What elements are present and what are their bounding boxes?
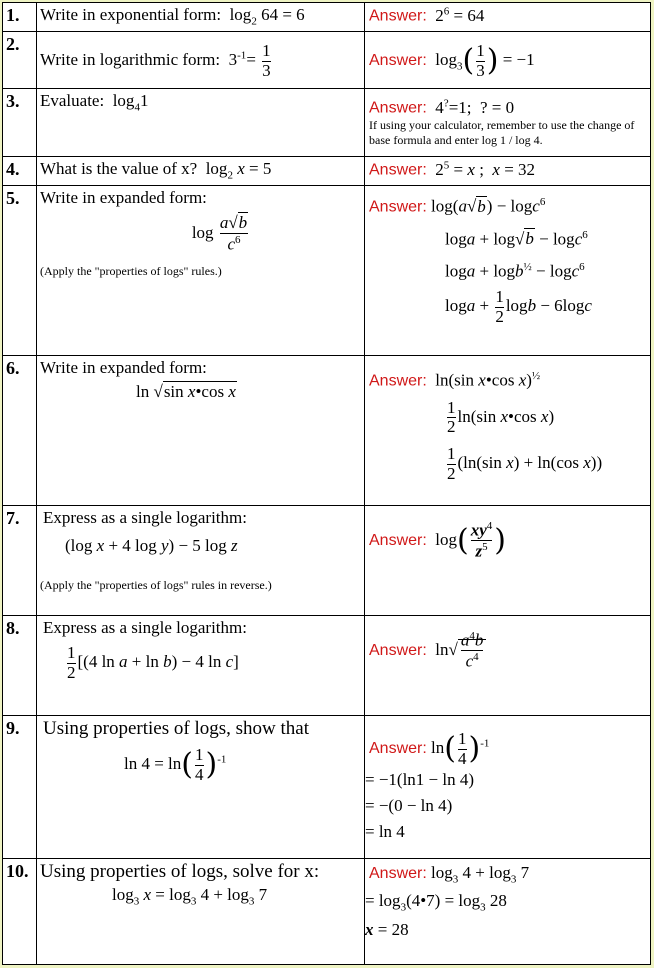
- question-text: Express as a single logarithm:: [43, 508, 247, 527]
- question-cell: [37, 616, 365, 716]
- answer-cell: [365, 356, 651, 506]
- answer-math: $2^6 = 64$: [431, 5, 485, 25]
- answer-label: Answer:: [369, 740, 427, 758]
- table-row: [3, 32, 651, 89]
- answer-label: Answer:: [369, 641, 427, 659]
- question-math: (log x + 4 log y) − 5 log z: [65, 536, 238, 555]
- answer-step: x = 28: [365, 919, 409, 939]
- question-math: $\log_41$: [108, 91, 149, 114]
- question-math: ln √sin x•cos x: [136, 382, 236, 401]
- calculator-note: If using your calculator, remember to use the change of base formula and enter log 1 / log 4.: [369, 117, 635, 147]
- question-cell: [37, 32, 365, 89]
- answer-cell: [365, 157, 651, 186]
- row-number: 10.: [3, 859, 37, 965]
- row-number: 4.: [3, 157, 37, 186]
- answer-step: $\frac{1}{2}$ (ln(sin x) + ln(cos x)): [447, 444, 603, 483]
- question-cell: [37, 356, 365, 506]
- question-cell: [37, 186, 365, 356]
- question-cell: [37, 716, 365, 859]
- row-number: 6.: [3, 356, 37, 506]
- answer-cell: [365, 89, 651, 157]
- answer-step: Answer: log(a√b) − logc$^6$: [369, 196, 546, 216]
- row-number: 9.: [3, 716, 37, 859]
- answer-math: 4?=1; ? = 0: [431, 97, 515, 117]
- answer-step: loga + log√b − logc$^6$: [445, 228, 588, 249]
- question-math: ln 4 = ln( $\frac{1}{4}$ )$^{-1}$: [124, 745, 227, 784]
- table-row: [3, 506, 651, 616]
- answer-label: Answer:: [369, 198, 427, 216]
- table-row: [3, 89, 651, 157]
- answer-cell: [365, 616, 651, 716]
- question-cell: [37, 157, 365, 186]
- logarithm-worksheet-table: [2, 2, 651, 965]
- question-math: $\log_2 64 = 6$: [225, 5, 305, 28]
- table-row: [3, 616, 651, 716]
- question-text: Using properties of logs, show that: [43, 718, 309, 739]
- question-text: What is the value of x?: [40, 159, 198, 178]
- row-number: 2.: [3, 32, 37, 89]
- answer-step: Answer: ln(sin x•cos x)$^{\frac{1}{2}}$: [369, 370, 541, 390]
- question-cell: [37, 506, 365, 616]
- question-text: Evaluate:: [40, 91, 105, 110]
- answer-step: Answer: $\log_3 4 + \log_3 7$: [369, 863, 530, 886]
- table-row: [3, 186, 651, 356]
- table-row: [3, 859, 651, 965]
- question-cell: [37, 3, 365, 32]
- question-note: (Apply the "properties of logs" rules in reverse.): [40, 578, 272, 592]
- question-text: Using properties of logs, solve for x:: [40, 861, 320, 882]
- answer-cell: [365, 859, 651, 965]
- answer-label: Answer:: [369, 7, 427, 25]
- answer-cell: [365, 506, 651, 616]
- answer-math: ln√ $\frac{a^4b}{c^4}$: [431, 639, 486, 659]
- answer-cell: [365, 32, 651, 89]
- answer-step: loga + logb$^{\frac{1}{2}}$ − logc$^6$: [445, 261, 585, 281]
- table-row: [3, 716, 651, 859]
- answer-cell: [365, 3, 651, 32]
- answer-step: loga + $\frac{1}{2}$ logb − 6logc: [445, 286, 592, 326]
- question-math: $\log_2 x = 5$: [201, 159, 272, 182]
- answer-step: = −1(ln1 − ln 4): [365, 770, 475, 790]
- row-number: 7.: [3, 506, 37, 616]
- answer-math: log( $\frac{xy^4}{z^5}$ ): [431, 520, 507, 561]
- question-text: Write in expanded form:: [40, 188, 207, 207]
- answer-math: $\log_3$( $\frac{1}{3}$ ) = −1: [431, 41, 535, 80]
- row-number: 3.: [3, 89, 37, 157]
- table-row: [3, 356, 651, 506]
- answer-label: Answer:: [369, 865, 427, 882]
- question-math: $\frac{1}{2}$ [(4 ln a + ln b) − 4 ln c]: [67, 643, 239, 682]
- row-number: 8.: [3, 616, 37, 716]
- answer-label: Answer:: [369, 99, 427, 117]
- answer-math: $2^5 = x$ ; x = 32: [431, 159, 536, 179]
- answer-label: Answer:: [369, 52, 427, 70]
- answer-step: $\frac{1}{2}$ ln(sin x•cos x): [447, 397, 555, 437]
- question-text: Express as a single logarithm:: [43, 618, 247, 637]
- question-text: Write in expanded form:: [40, 358, 207, 377]
- answer-label: Answer:: [369, 372, 427, 390]
- answer-step: = $\log_3(4•7) = \log_3 28$: [365, 891, 507, 914]
- question-text: Write in logarithmic form:: [40, 50, 221, 70]
- table-row: [3, 157, 651, 186]
- answer-label: Answer:: [369, 531, 427, 549]
- answer-label: Answer:: [369, 161, 427, 179]
- question-cell: [37, 859, 365, 965]
- answer-cell: [365, 186, 651, 356]
- question-math: log $\frac{a√b}{c^6}$: [191, 213, 248, 254]
- table-row: [3, 3, 651, 32]
- question-math: $3^{-1}=$ $\frac{1}{3}$: [224, 41, 271, 80]
- answer-step: Answer: ln( $\frac{1}{4}$ )$^{-1}$: [369, 729, 490, 768]
- question-math: $\log_3 x = \log_3 4 + \log_3 7$: [112, 885, 268, 908]
- answer-cell: [365, 716, 651, 859]
- row-number: 1.: [3, 3, 37, 32]
- answer-step: = −(0 − ln 4): [365, 796, 453, 816]
- question-note: (Apply the "properties of logs" rules.): [40, 264, 222, 279]
- question-text: Write in exponential form:: [40, 5, 222, 24]
- question-cell: [37, 89, 365, 157]
- row-number: 5.: [3, 186, 37, 356]
- answer-step: = ln 4: [365, 822, 405, 842]
